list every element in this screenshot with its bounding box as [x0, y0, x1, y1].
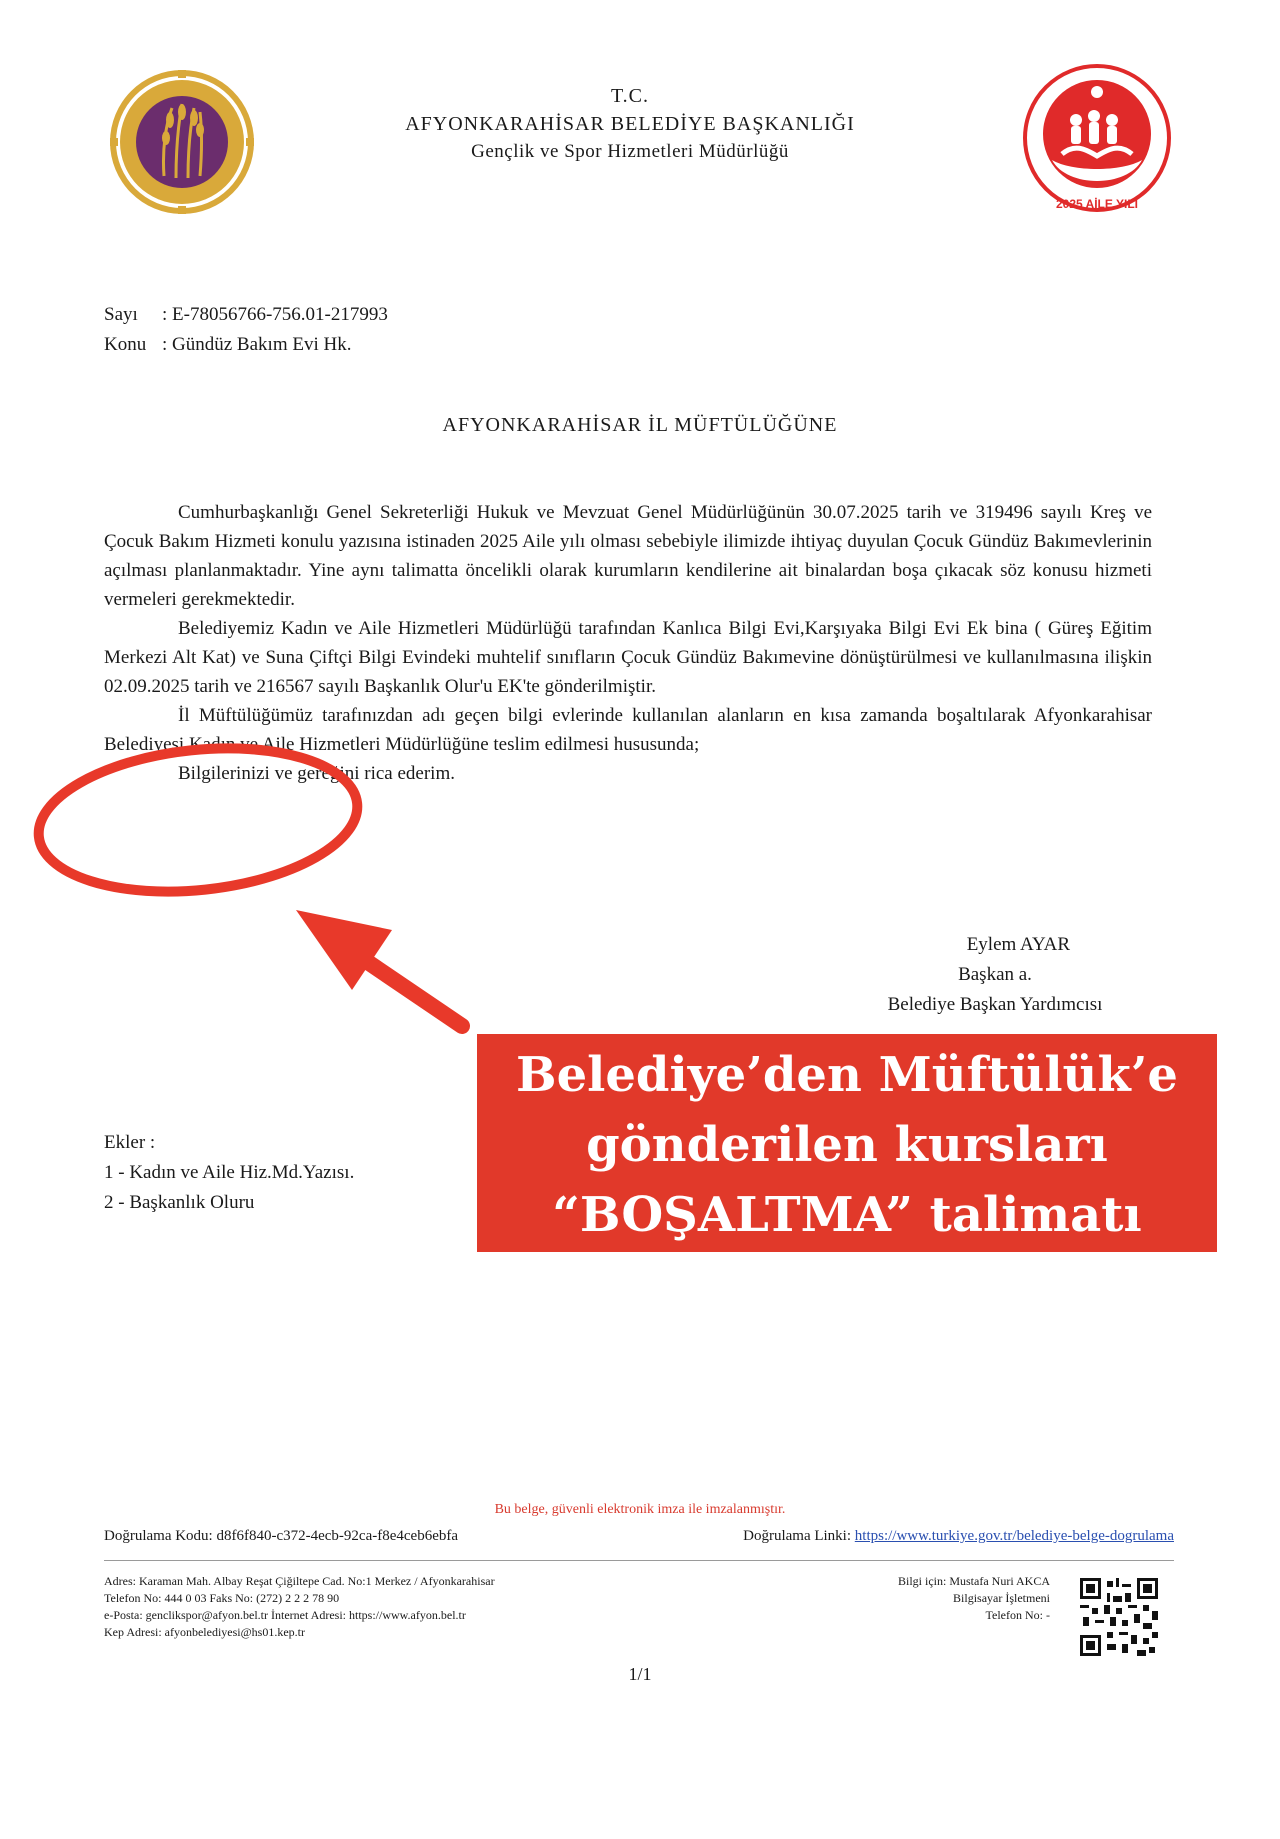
attachments: [104, 1128, 354, 1218]
qr-code-icon: [1080, 1578, 1158, 1656]
municipality-seal-icon: [108, 68, 256, 216]
body-paragraph-1: Cumhurbaşkanlığı Genel Sekreterliği Hukuk ve Mevzuat Genel Müdürlüğünün 30.07.2025 tarih ve 319496 sayılı Kreş ve Çocuk Bakım Hizmeti konulu yazısına istinaden 2025 Aile yılı olması sebebiyle ilimizde ihtiyaç duyulan Çocuk Gündüz Bakımevlerinin açılması planlanmaktadır. Yine aynı talimatta öncelikli olarak kurumların kendilerine ait binalardan boşa çıkacak söz konusu hizmeti vermeleri gerekmektedir.: [104, 502, 1152, 610]
signer-title-2: Belediye Başkan Yardımcısı: [887, 994, 1103, 1015]
document-meta: [104, 300, 388, 360]
verification-link-label: Doğrulama Linki:: [743, 1528, 852, 1544]
address-line-3: e-Posta: genclikspor@afyon.bel.tr İnternet Adresi: https://www.afyon.bel.tr: [104, 1608, 466, 1622]
letterhead: [330, 82, 930, 166]
e-signature-notice: Bu belge, güvenli elektronik imza ile imzalanmıştır.: [494, 1502, 786, 1517]
address-line-4: Kep Adresi: afyonbelediyesi@hs01.kep.tr: [104, 1625, 306, 1639]
attachment-item-2: 2 - Başkanlık Oluru: [104, 1192, 255, 1213]
signature-block: [850, 930, 1140, 1020]
aile-yili-emblem-icon: [1022, 62, 1172, 214]
body-paragraph-4: Bilgilerinizi ve gereğini rica ederim.: [178, 763, 455, 784]
signer-name: Eylem AYAR: [966, 934, 1070, 955]
page-number: 1/1: [628, 1664, 652, 1684]
attachments-heading: Ekler :: [104, 1132, 156, 1153]
callout-line-1: Belediye’den Müftülük’e: [516, 1047, 1178, 1103]
letter-body: [104, 498, 1152, 788]
letterhead-line-tc: T.C.: [610, 85, 650, 107]
konu-value: : Gündüz Bakım Evi Hk.: [162, 334, 352, 355]
address-line-1: Adres: Karaman Mah. Albay Reşat Çiğiltepe Cad. No:1 Merkez / Afyonkarahisar: [104, 1574, 495, 1588]
footer-address: [104, 1573, 664, 1641]
sayi-value: : E-78056766-756.01-217993: [162, 304, 388, 325]
info-line-1: Bilgi için: Mustafa Nuri AKCA: [898, 1574, 1050, 1588]
callout-line-3: “BOŞALTMA” talimatı: [552, 1187, 1142, 1243]
verification-code: Doğrulama Kodu: d8f6f840-c372-4ecb-92ca-f8e4ceb6ebfa: [104, 1528, 459, 1544]
letterhead-institution: AFYONKARAHİSAR BELEDİYE BAŞKANLIĞI: [405, 113, 855, 135]
callout-banner: [477, 1034, 1217, 1252]
body-paragraph-2: Belediyemiz Kadın ve Aile Hizmetleri Müdürlüğü tarafından Kanlıca Bilgi Evi,Karşıyaka Bilgi Evi Ek bina ( Güreş Eğitim Merkezi Alt Kat) ve Suna Çiftçi Bilgi Evindeki muhtelif sınıfların Çocuk Gündüz Bakımevine dönüştürülmesi ve kullanılmasına ilişkin 02.09.2025 tarih ve 216567 sayılı Başkanlık Olur'u EK'te gönderilmiştir.: [104, 618, 1152, 697]
verification-row: [104, 1528, 1174, 1545]
pointer-arrow-icon: [296, 910, 462, 1026]
footer-contact-info: [780, 1573, 1050, 1624]
signer-title-1: Başkan a.: [958, 964, 1032, 985]
footer-divider: [104, 1560, 1174, 1561]
sayi-label: Sayı: [104, 304, 138, 325]
konu-label: Konu: [104, 334, 147, 355]
info-line-3: Telefon No: -: [985, 1608, 1050, 1622]
verification-link[interactable]: https://www.turkiye.gov.tr/belediye-belge-dogrulama: [854, 1528, 1174, 1544]
callout-line-2: gönderilen kursları: [586, 1117, 1108, 1173]
addressee: AFYONKARAHİSAR İL MÜFTÜLÜĞÜNE: [442, 414, 838, 436]
letterhead-department: Gençlik ve Spor Hizmetleri Müdürlüğü: [471, 141, 789, 162]
attachment-item-1: 1 - Kadın ve Aile Hiz.Md.Yazısı.: [104, 1162, 355, 1183]
info-line-2: Bilgisayar İşletmeni: [953, 1591, 1050, 1605]
body-paragraph-3: İl Müftülüğümüz tarafınızdan adı geçen bilgi evlerinde kullanılan alanların en kısa zamanda boşaltılarak Afyonkarahisar Belediyesi Kadın ve Aile Hizmetleri Müdürlüğüne teslim edilmesi hususunda;: [104, 705, 1152, 755]
aile-yili-emblem-text: 2025 AİLE YILI: [1055, 197, 1139, 211]
address-line-2: Telefon No: 444 0 03 Faks No: (272) 2 2 2 78 90: [104, 1591, 340, 1605]
